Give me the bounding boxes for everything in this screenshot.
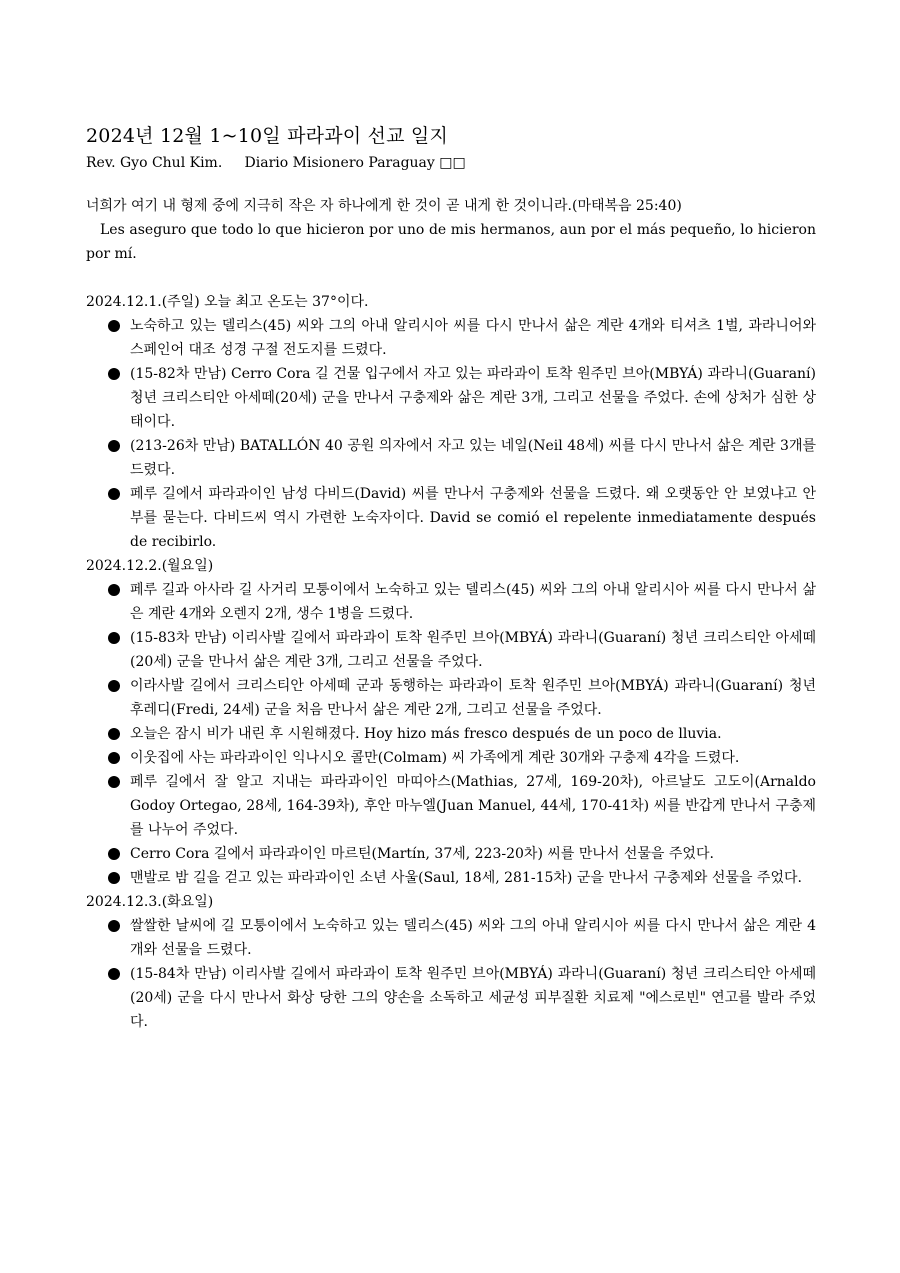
- diary-entry: [86, 842, 816, 866]
- entry-text: 페루 길과 아사라 길 사거리 모퉁이에서 노숙하고 있는 델리스(45) 씨와 그의 아내 알리시아 씨를 다시 만나서 삶은 계란 4개와 오렌지 2개, 생수 1병을 드렸다.: [130, 582, 816, 622]
- diary-entry: [86, 578, 816, 626]
- entry-text: (15-84차 만남) 이리사발 길에서 파라과이 토착 원주민 브아(MBYÁ) 과라니(Guaraní) 청년 크리스티안 아세떼(20세) 군을 다시 만나서 화상 당한 그의 양손을 소독하고 세균성 피부질환 치료제 "에스로빈" 연고를 발라 주었다.: [130, 966, 816, 1030]
- day-header: 2024.12.2.(월요일): [86, 558, 214, 574]
- entry-text: (213-26차 만남) BATALLÓN 40 공원 의자에서 자고 있는 네일(Neil 48세) 씨를 다시 만나서 삶은 계란 3개를 드렸다.: [130, 438, 816, 478]
- bullet-icon: [108, 584, 120, 596]
- bullet-icon: [108, 680, 120, 692]
- diary-entry: [86, 962, 816, 1034]
- entry-text: 맨발로 밤 길을 걷고 있는 파라과이인 소년 사울(Saul, 18세, 281-15차) 군을 만나서 구충제와 선물을 주었다.: [130, 870, 802, 886]
- day-header: 2024.12.1.(주일) 오늘 최고 온도는 37°이다.: [86, 294, 369, 310]
- day-entries: [86, 578, 816, 890]
- bullet-icon: [108, 920, 120, 932]
- bullet-icon: [108, 776, 120, 788]
- bullet-icon: [108, 488, 120, 500]
- diary-entry: [86, 674, 816, 722]
- bullet-icon: [108, 968, 120, 980]
- entry-text: 쌀쌀한 날씨에 길 모퉁이에서 노숙하고 있는 델리스(45) 씨와 그의 아내 알리시아 씨를 다시 만나서 삶은 계란 4개와 선물을 드렸다.: [130, 918, 816, 958]
- diary-entry: [86, 746, 816, 770]
- diary-entry: [86, 866, 816, 890]
- bible-verse-korean: 너희가 여기 내 형제 중에 지극히 작은 자 하나에게 한 것이 곧 내게 한 것이니라.(마태복음 25:40): [86, 198, 682, 214]
- entry-text: 오늘은 잠시 비가 내린 후 시원해졌다. Hoy hizo más fresco después de un poco de lluvia.: [130, 726, 722, 742]
- document-title: 2024년 12월 1~10일 파라과이 선교 일지: [86, 125, 449, 147]
- entry-text: 이라사발 길에서 크리스티안 아세떼 군과 동행하는 파라과이 토착 원주민 브아(MBYÁ) 과라니(Guaraní) 청년 후레디(Fredi, 24세) 군을 처음 만나서 삶은 계란 2개, 그리고 선물을 주었다.: [130, 678, 816, 718]
- bullet-icon: [108, 728, 120, 740]
- diary-entry: [86, 362, 816, 434]
- day-entries: [86, 914, 816, 1034]
- entry-text: (15-83차 만남) 이리사발 길에서 파라과이 토착 원주민 브아(MBYÁ) 과라니(Guaraní) 청년 크리스티안 아세떼(20세) 군을 만나서 삶은 계란 3개, 그리고 선물을 주었다.: [130, 630, 816, 670]
- diary-page: [86, 122, 816, 1034]
- diary-entry: [86, 434, 816, 482]
- entry-text: 페루 길에서 잘 알고 지내는 파라과이인 마띠아스(Mathias, 27세, 169-20차), 아르날도 고도이(Arnaldo Godoy Ortegao, 28세, 164-39차), 후안 마누엘(Juan Manuel, 44세, 170-41차) 씨를 반갑게 만나서 구충제를 나누어 주었다.: [130, 774, 816, 838]
- day-header: 2024.12.3.(화요일): [86, 894, 214, 910]
- diary-entry: [86, 770, 816, 842]
- bullet-icon: [108, 752, 120, 764]
- day-entries: [86, 314, 816, 554]
- bullet-icon: [108, 632, 120, 644]
- bible-verse-spanish: Les aseguro que todo lo que hicieron por uno de mis hermanos, aun por el más pequeño, lo hicieron por mí.: [86, 222, 816, 262]
- diary-entry: [86, 914, 816, 962]
- entry-text: 이웃집에 사는 파라과이인 익나시오 콜만(Colmam) 씨 가족에게 계란 30개와 구충제 4각을 드렸다.: [130, 750, 740, 766]
- entry-text: 페루 길에서 파라과이인 남성 다비드(David) 씨를 만나서 구충제와 선물을 드렸다. 왜 오랫동안 안 보였냐고 안부를 묻는다. 다비드씨 역시 가련한 노숙자이다. David se comió el repelente inmediatamente después de recibirlo.: [130, 486, 816, 550]
- bullet-icon: [108, 848, 120, 860]
- author-line: Rev. Gyo Chul Kim. Diario Misionero Paraguay □□: [86, 155, 466, 171]
- entry-text: Cerro Cora 길에서 파라과이인 마르틴(Martín, 37세, 223-20차) 씨를 만나서 선물을 주었다.: [130, 846, 714, 862]
- diary-entry: [86, 482, 816, 554]
- entry-text: (15-82차 만남) Cerro Cora 길 건물 입구에서 자고 있는 파라과이 토착 원주민 브아(MBYÁ) 과라니(Guaraní) 청년 크리스티안 아세떼(20세) 군을 만나서 구충제와 삶은 계란 3개, 그리고 선물을 주었다. 손에 상처가 심한 상태이다.: [130, 366, 816, 430]
- bullet-icon: [108, 440, 120, 452]
- entry-text: 노숙하고 있는 델리스(45) 씨와 그의 아내 알리시아 씨를 다시 만나서 삶은 계란 4개와 티셔츠 1벌, 과라니어와 스페인어 대조 성경 구절 전도지를 드렸다.: [130, 318, 816, 358]
- bullet-icon: [108, 368, 120, 380]
- bullet-icon: [108, 320, 120, 332]
- diary-entry: [86, 626, 816, 674]
- diary-entry: [86, 722, 816, 746]
- bullet-icon: [108, 872, 120, 884]
- diary-entry: [86, 314, 816, 362]
